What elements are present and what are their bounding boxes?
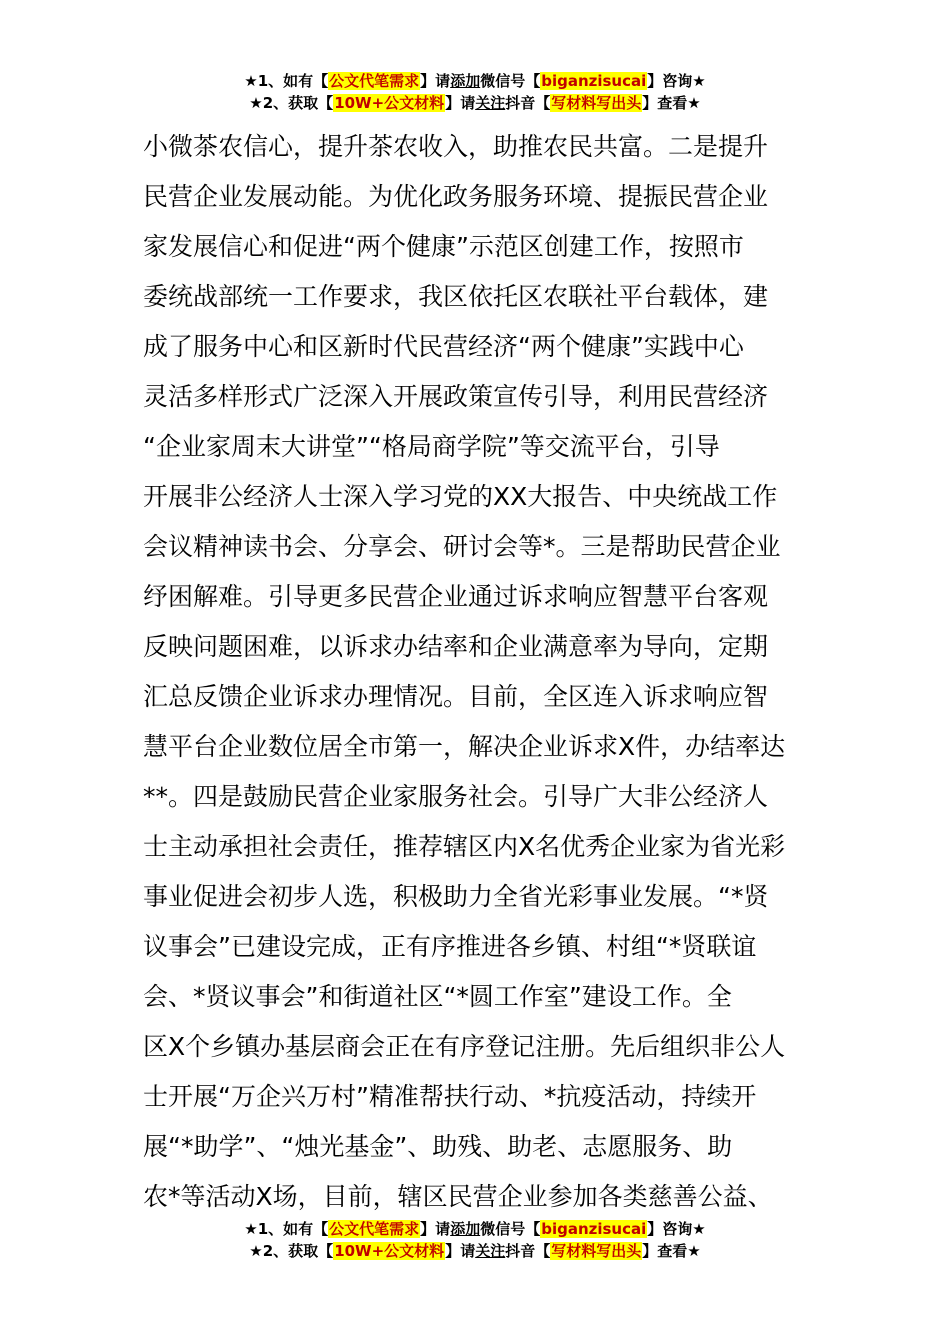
text-line: 灵活多样形式广泛深入开展政策宣传引导，利用民营经济 bbox=[143, 382, 769, 411]
text-line: 事业促进会初步人选，积极助力全省光彩事业发展。“*贤 bbox=[143, 882, 769, 911]
promo-line-1: ★1、如有【公文代笔需求】请添加微信号【biganzisucai】咨询★ bbox=[244, 72, 706, 90]
highlight-materials: 10W+公文材料 bbox=[334, 94, 445, 112]
body-paragraph bbox=[143, 122, 813, 1222]
text-line: 农*等活动X场，目前，辖区民营企业参加各类慈善公益、 bbox=[143, 1182, 773, 1211]
text-line: **。四是鼓励民营企业家服务社会。引导广大非公经济人 bbox=[143, 782, 769, 811]
text-line: 慧平台企业数位居全市第一，解决企业诉求X件，办结率达 bbox=[143, 732, 786, 761]
text-line: 家发展信心和促进“两个健康”示范区创建工作，按照市 bbox=[143, 232, 744, 261]
promo-line-2: ★2、获取【10W+公文材料】请关注抖音【写材料写出头】查看★ bbox=[249, 1242, 701, 1260]
text-line: 纾困解难。引导更多民营企业通过诉求响应智慧平台客观 bbox=[143, 582, 769, 611]
footer-promo-banner bbox=[0, 1218, 950, 1262]
text-line: 民营企业发展动能。为优化政务服务环境、提振民营企业 bbox=[143, 182, 769, 211]
highlight-service: 公文代笔需求 bbox=[329, 72, 420, 90]
text-line: 士开展“万企兴万村”精准帮扶行动、*抗疫活动，持续开 bbox=[143, 1082, 757, 1111]
promo-line-1: ★1、如有【公文代笔需求】请添加微信号【biganzisucai】咨询★ bbox=[244, 1220, 706, 1238]
text-line: 委统战部统一工作要求，我区依托区农联社平台载体，建 bbox=[143, 282, 769, 311]
highlight-service: 公文代笔需求 bbox=[329, 1220, 420, 1238]
highlight-douyin-account: 写材料写出头 bbox=[551, 1242, 642, 1260]
text-line: 区X个乡镇办基层商会正在有序登记注册。先后组织非公人 bbox=[143, 1032, 786, 1061]
text-line: 议事会”已建设完成，正有序推进各乡镇、村组“*贤联谊 bbox=[143, 932, 757, 961]
promo-line-2: ★2、获取【10W+公文材料】请关注抖音【写材料写出头】查看★ bbox=[249, 94, 701, 112]
header-promo-banner bbox=[0, 70, 950, 114]
text-line: 士主动承担社会责任，推荐辖区内X名优秀企业家为省光彩 bbox=[143, 832, 786, 861]
highlight-materials: 10W+公文材料 bbox=[334, 1242, 445, 1260]
text-line: 会、*贤议事会”和街道社区“*圆工作室”建设工作。全 bbox=[143, 982, 732, 1011]
text-line: 开展非公经济人士深入学习党的XX大报告、中央统战工作 bbox=[143, 482, 778, 511]
highlight-wechat-id: biganzisucai bbox=[541, 1220, 647, 1238]
text-line: 汇总反馈企业诉求办理情况。目前，全区连入诉求响应智 bbox=[143, 682, 769, 711]
highlight-wechat-id: biganzisucai bbox=[541, 72, 647, 90]
text-line: 成了服务中心和区新时代民营经济“两个健康”实践中心 bbox=[143, 332, 744, 361]
text-line: 反映问题困难，以诉求办结率和企业满意率为导向，定期 bbox=[143, 632, 769, 661]
text-line: 展“*助学”、“烛光基金”、助残、助老、志愿服务、助 bbox=[143, 1132, 733, 1161]
highlight-douyin-account: 写材料写出头 bbox=[551, 94, 642, 112]
text-line: 小微茶农信心，提升茶农收入，助推农民共富。二是提升 bbox=[143, 132, 769, 161]
text-line: “企业家周末大讲堂”“格局商学院”等交流平台，引导 bbox=[143, 432, 720, 461]
text-line: 会议精神读书会、分享会、研讨会等*。三是帮助民营企业 bbox=[143, 532, 781, 561]
